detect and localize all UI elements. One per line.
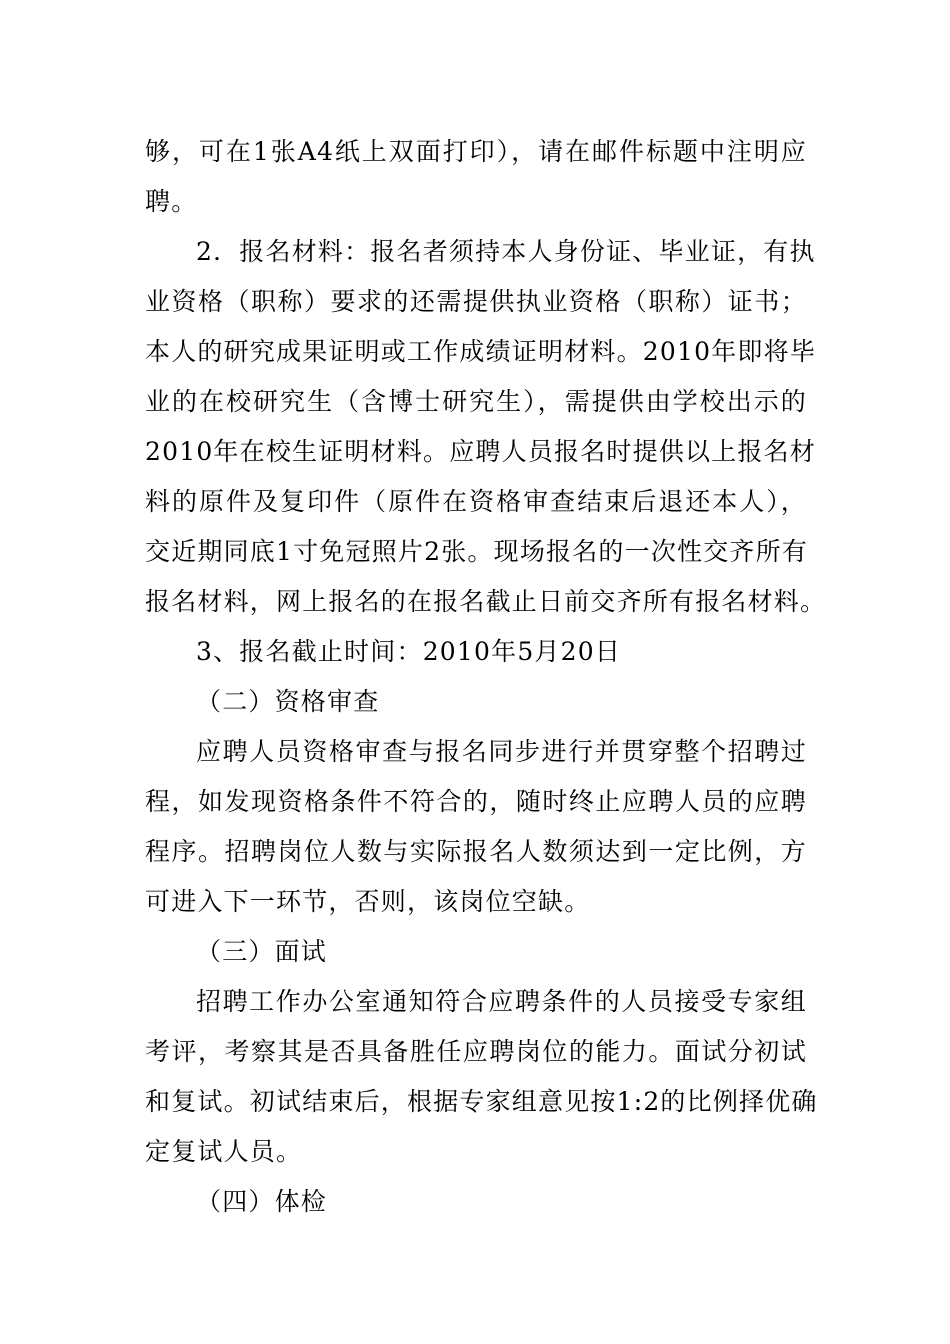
text-line: 交近期同底1寸免冠照片2张。现场报名的一次性交齐所有 <box>145 537 809 566</box>
text-line: 招聘工作办公室通知符合应聘条件的人员接受专家组 <box>196 987 807 1016</box>
text-line: 和复试。初试结束后，根据专家组意见按1:2的比例择优确 <box>145 1087 818 1116</box>
text-line: 2．报名材料：报名者须持本人身份证、毕业证，有执 <box>196 237 816 266</box>
text-line: 定复试人员。 <box>145 1137 303 1166</box>
text-line: 料的原件及复印件（原件在资格审查结束后退还本人）， <box>145 487 807 516</box>
text-line: 业资格（职称）要求的还需提供执业资格（职称）证书； <box>145 287 807 316</box>
text-line: 够，可在1张A4纸上双面打印），请在邮件标题中注明应 <box>145 137 807 166</box>
text-line: 本人的研究成果证明或工作成绩证明材料。2010年即将毕 <box>145 337 817 366</box>
text-line: 应聘人员资格审查与报名同步进行并贯穿整个招聘过 <box>196 737 807 766</box>
section-heading: （四）体检 <box>196 1187 328 1216</box>
section-heading: （二）资格审查 <box>196 687 380 716</box>
text-line: 程，如发现资格条件不符合的，随时终止应聘人员的应聘 <box>145 787 807 816</box>
text-line: 报名材料，网上报名的在报名截止日前交齐所有报名材料。 <box>145 587 827 616</box>
text-line: 可进入下一环节，否则，该岗位空缺。 <box>145 887 591 916</box>
text-line: 2010年在校生证明材料。应聘人员报名时提供以上报名材 <box>145 437 817 466</box>
text-line: 考评，考察其是否具备胜任应聘岗位的能力。面试分初试 <box>145 1037 807 1066</box>
section-heading: （三）面试 <box>196 937 328 966</box>
text-line: 程序。招聘岗位人数与实际报名人数须达到一定比例，方 <box>145 837 807 866</box>
text-line: 聘。 <box>145 187 198 216</box>
text-line: 业的在校研究生（含博士研究生），需提供由学校出示的 <box>145 387 807 416</box>
text-line: 3、报名截止时间：2010年5月20日 <box>196 637 622 666</box>
